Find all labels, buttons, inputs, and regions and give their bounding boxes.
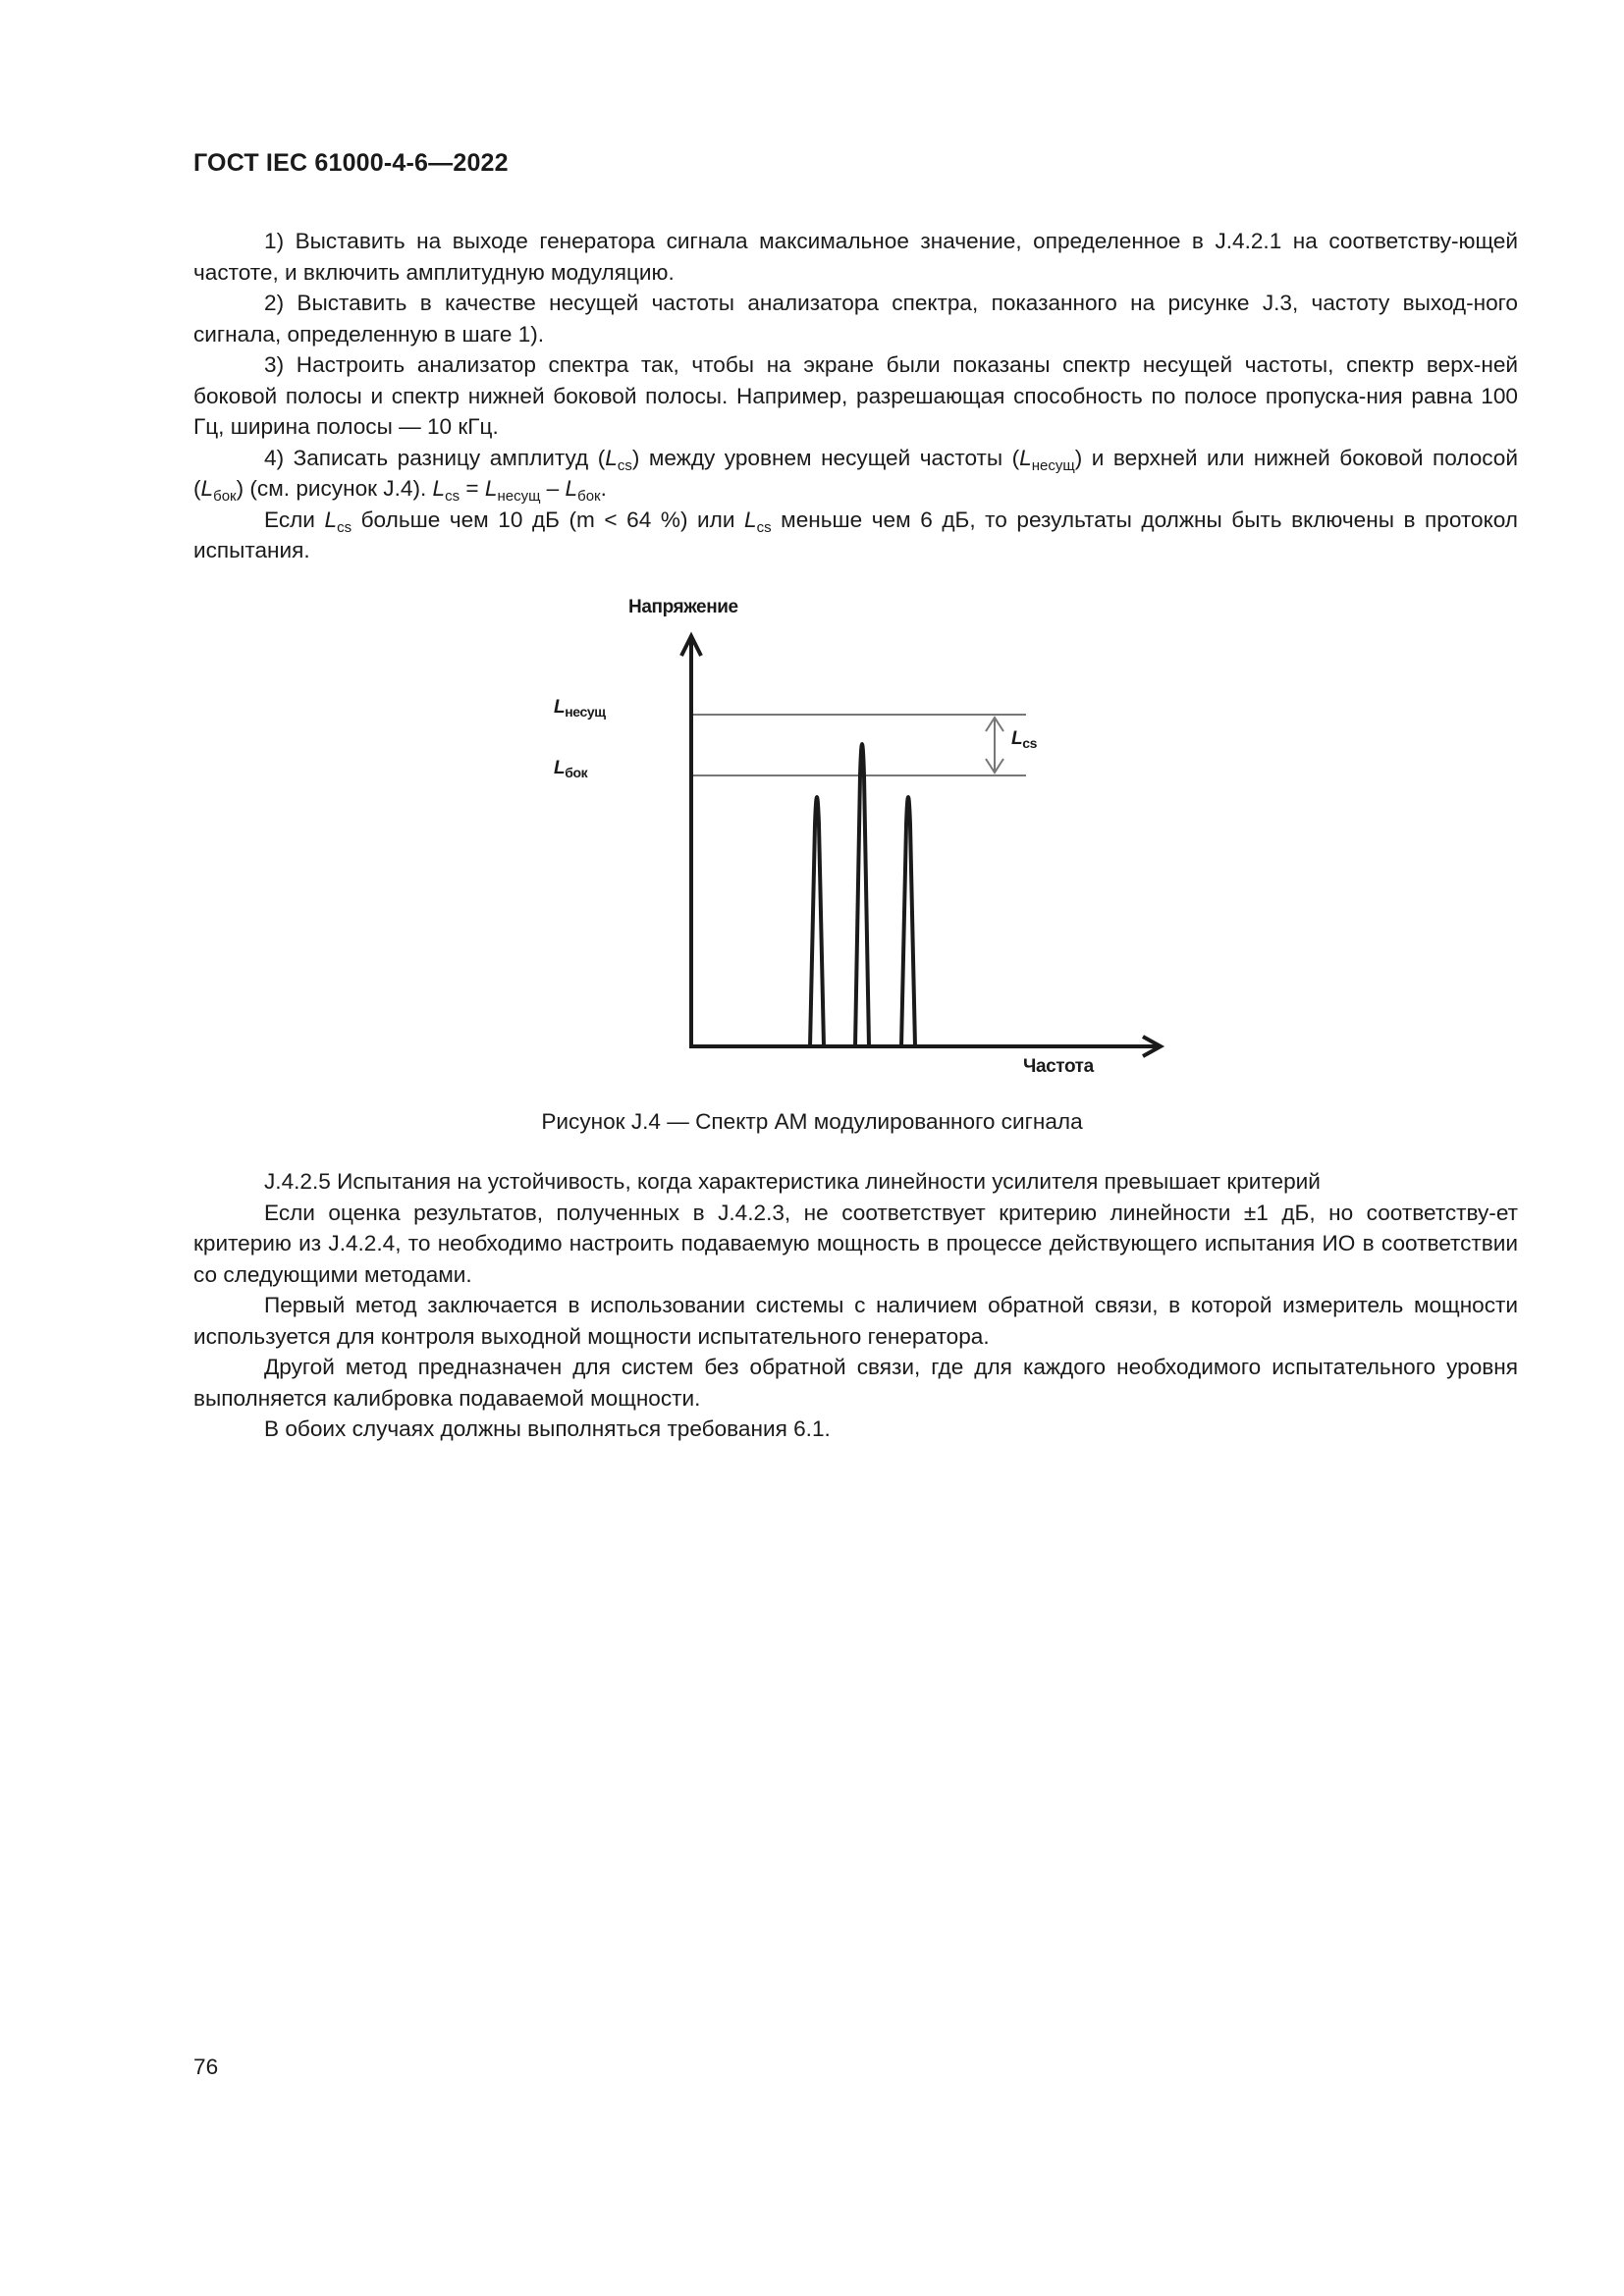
figure-caption: Рисунок J.4 — Спектр АМ модулированного сигнала xyxy=(541,1109,1083,1134)
upper-sideband-peak xyxy=(901,797,915,1046)
carrier-peak xyxy=(855,744,869,1046)
x-axis-label: Частота xyxy=(1023,1056,1094,1077)
body-text-bottom xyxy=(193,1166,1518,1445)
step-4: 4) Записать разницу амплитуд $(L_{cs})$ между уровнем несущей частоты $(L_{несущ})$ и верхней или нижней боковой полосой $(L_{бок})$ (см. рисунок J.4). $L_{cs} = L_{несущ} - L_{бок}$. xyxy=(193,445,1518,505)
section-heading-j425: J.4.2.5 Испытания на устойчивость, когда характеристика линейности усилителя превышает критерий xyxy=(264,1169,1321,1194)
result-condition: Если $L_{cs}$ больше чем 10 дБ (m < 64 %) или $L_{cs}$ меньше чем 6 дБ, то результаты должны быть включены в протокол испытания. xyxy=(193,507,1518,562)
first-method-paragraph: Первый метод заключается в использовании системы с наличием обратной связи, в которой измеритель мощности используется для контроля выходной мощности испытательного генератора. xyxy=(193,1293,1518,1349)
step-2: 2) Выставить в качестве несущей частоты анализатора спектра, показанного на рисунке J.3, частоту выход-ного сигнала, определенную в шаге 1). xyxy=(193,291,1518,347)
sideband-level-label: $L_{бок}$ xyxy=(554,758,588,780)
y-axis-label: Напряжение xyxy=(628,597,738,617)
am-spectrum-figure xyxy=(530,579,1178,1090)
linearity-paragraph: Если оценка результатов, полученных в J.4.2.3, не соответствует критерию линейности ±1 дБ, но соответству-ет критерию из J.4.2.4, то необходимо настроить подаваемую мощность в процессе действующего испытания ИО в соответствии со следующими методами. xyxy=(193,1200,1518,1287)
second-method-paragraph: Другой метод предназначен для систем без обратной связи, где для каждого необходимого испытательного уровня выполняется калибровка подаваемой мощности. xyxy=(193,1355,1518,1411)
step-3: 3) Настроить анализатор спектра так, чтобы на экране были показаны спектр несущей частоты, спектр верх-ней боковой полосы и спектр нижней боковой полосы. Например, разрешающая способность по полосе пропуска-ния равна 100 Гц, ширина полосы — 10 кГц. xyxy=(193,352,1518,439)
lcs-label: $L_{cs}$ xyxy=(1011,728,1037,751)
spectrum-diagram xyxy=(530,579,1178,1090)
requirements-paragraph: В обоих случаях должны выполняться требования 6.1. xyxy=(264,1416,831,1441)
page-number: 76 xyxy=(193,2055,219,2079)
carrier-level-label: $L_{несущ}$ xyxy=(554,697,606,720)
document-header: ГОСТ IEC 61000-4-6—2022 xyxy=(193,149,509,177)
body-text-top xyxy=(193,226,1518,566)
step-1: 1) Выставить на выходе генератора сигнала максимальное значение, определенное в J.4.2.1 на соответству-ющей частоте, и включить амплитудную модуляцию. xyxy=(193,229,1518,285)
lower-sideband-peak xyxy=(810,797,824,1046)
